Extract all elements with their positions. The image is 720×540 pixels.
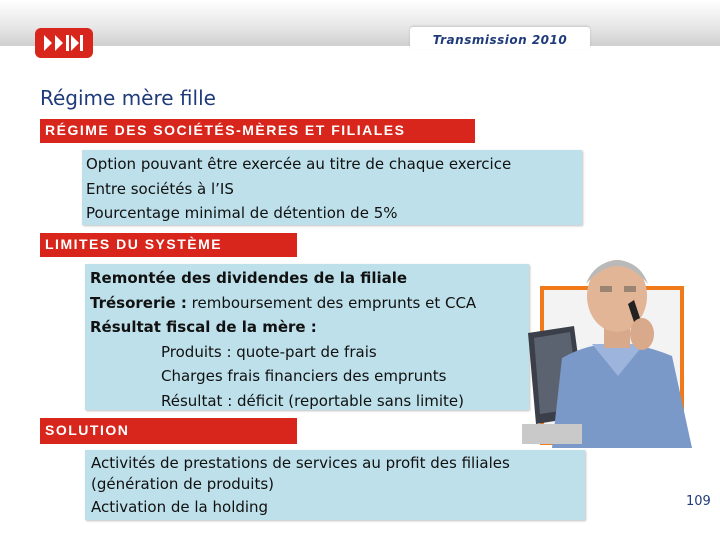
tresorerie-text: remboursement des emprunts et CCA — [186, 293, 477, 312]
section-heading-solution: SOLUTION — [40, 418, 297, 444]
page-number: 109 — [686, 494, 711, 509]
solution-line-2: (génération de produits) — [91, 475, 274, 493]
solution-box — [85, 450, 585, 520]
top-bar — [0, 0, 720, 46]
regime-line-1: Option pouvant être exercée au titre de chaque exercice — [86, 155, 512, 173]
section-heading-limites: LIMITES DU SYSTÈME — [40, 233, 297, 257]
limites-sub-charges: Charges frais financiers des emprunts — [161, 367, 447, 385]
tresorerie-label: Trésorerie : — [90, 293, 187, 312]
solution-line-1: Activités de prestations de services au profit des filiales — [91, 454, 510, 472]
limites-line-resultat-fiscal: Résultat fiscal de la mère : — [90, 318, 317, 336]
limites-box — [85, 264, 529, 410]
limites-sub-resultat: Résultat : déficit (reportable sans limite) — [161, 391, 464, 410]
man-on-phone-photo — [522, 238, 714, 448]
fast-forward-logo-icon — [35, 28, 93, 58]
presentation-tab[interactable]: Transmission 2010 — [410, 27, 590, 49]
regime-line-3: Pourcentage minimal de détention de 5% — [86, 204, 398, 222]
regime-line-2: Entre sociétés à l’IS — [86, 179, 234, 198]
solution-line-3: Activation de la holding — [91, 498, 269, 516]
limites-line-tresorerie — [90, 291, 529, 316]
slide-title: Régime mère fille — [40, 86, 216, 110]
limites-line-dividendes: Remontée des dividendes de la filiale — [90, 269, 408, 287]
section-heading-regime: RÉGIME DES SOCIÉTÉS-MÈRES ET FILIALES — [40, 119, 475, 143]
limites-sub-produits: Produits : quote-part de frais — [161, 342, 377, 361]
regime-box — [82, 150, 582, 225]
